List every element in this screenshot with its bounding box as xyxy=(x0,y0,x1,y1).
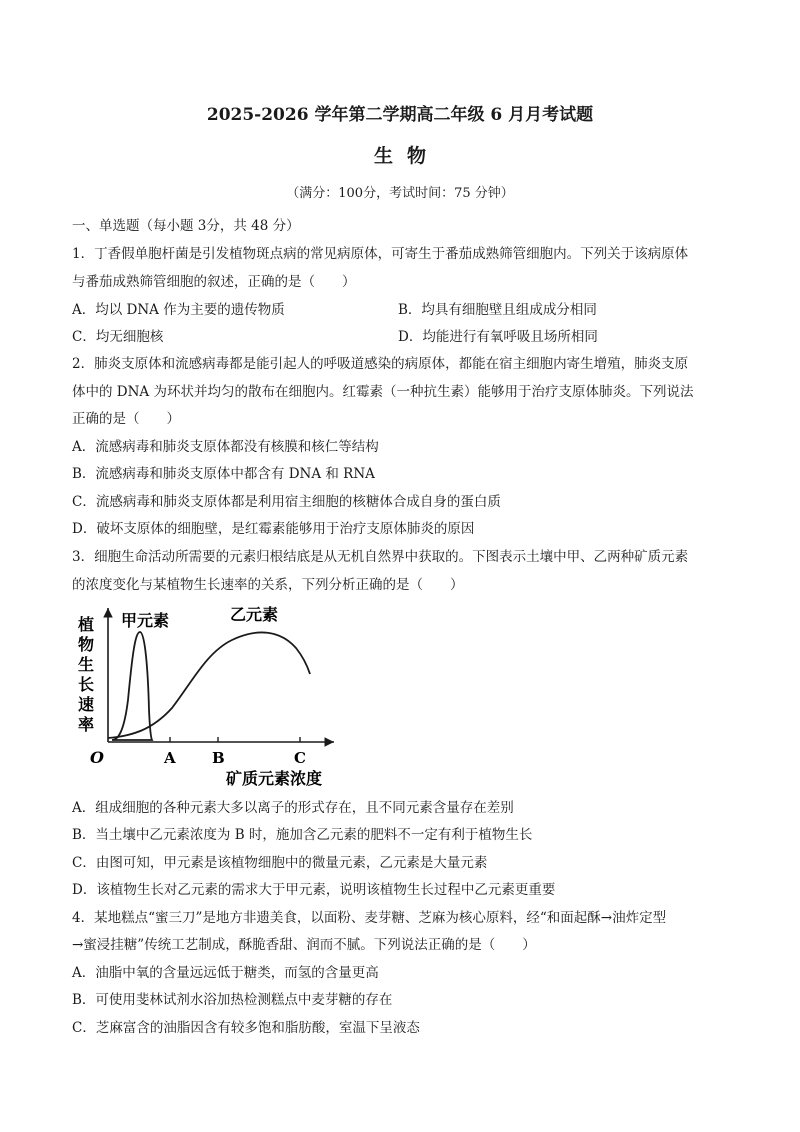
q4-option-a: A．油脂中氧的含量远远低于糖类，而氢的含量更高 xyxy=(72,965,379,981)
mineral-growth-chart xyxy=(72,600,342,790)
q3-option-d: D．该植物生长对乙元素的需求大于甲元素，说明该植物生长过程中乙元素更重要 xyxy=(72,882,556,898)
origin-label: O xyxy=(90,748,104,767)
tick-label-c: C xyxy=(294,749,306,767)
q2-stem-line1: 2．肺炎支原体和流感病毒都是能引起人的呼吸道感染的病原体，都能在宿主细胞内寄生增殖，肺炎支原 xyxy=(72,356,689,372)
q3-stem-line1: 3．细胞生命活动所需要的元素归根结底是从无机自然界中获取的。下图表示土壤中甲、乙两种矿质元素 xyxy=(72,549,689,565)
subject-title: 生物 xyxy=(373,145,440,167)
q1-option-b: B．均具有细胞壁且组成成分相同 xyxy=(398,302,597,318)
q3-option-b: B．当土壤中乙元素浓度为 B 时，施加含乙元素的肥料不一定有利于植物生长 xyxy=(72,827,533,843)
tick-label-b: B xyxy=(212,749,225,767)
series-yi-curve xyxy=(108,632,310,738)
exam-title: 2025-2026 学年第二学期高二年级 6 月月考试题 xyxy=(206,105,594,125)
q4-option-c: C．芝麻富含的油脂因含有较多饱和脂肪酸，室温下呈液态 xyxy=(72,1020,420,1036)
q4-stem-line1: 4．某地糕点“蜜三刀”是地方非遗美食，以面粉、麦芽糖、芝麻为核心原料，经“和面起酥→油炸定型 xyxy=(72,910,667,926)
y-axis-label-char-1: 植 xyxy=(78,615,95,634)
q3-option-a: A．组成细胞的各种元素大多以离子的形式存在，且不同元素含量存在差别 xyxy=(72,800,514,816)
q1-option-c: C．均无细胞核 xyxy=(72,329,164,345)
q1-option-d: D．均能进行有氧呼吸且场所相同 xyxy=(398,329,598,345)
q1-stem-line2: 与番茄成熟筛管细胞的叙述，正确的是（ ） xyxy=(72,274,356,290)
q1-stem-line1: 1．丁香假单胞杆菌是引发植物斑点病的常见病原体，可寄生于番茄成熟筛管细胞内。下列关于该病原体 xyxy=(72,246,689,262)
q2-option-a: A．流感病毒和肺炎支原体都没有核膜和核仁等结构 xyxy=(72,439,379,455)
y-axis-label-char-4: 长 xyxy=(78,675,95,694)
series-label-yi: 乙元素 xyxy=(230,605,279,624)
q2-option-b: B．流感病毒和肺炎支原体中都含有 DNA 和 RNA xyxy=(72,466,375,482)
y-axis-label-char-2: 物 xyxy=(78,635,95,654)
y-axis-label-char-6: 率 xyxy=(78,715,95,734)
q3-stem-line2: 的浓度变化与某植物生长速率的关系，下列分析正确的是（ ） xyxy=(72,577,464,593)
section-heading: 一、单选题（每小题 3分，共 48 分） xyxy=(72,218,300,234)
y-axis-label-char-5: 速 xyxy=(78,695,95,714)
y-axis-label-char-3: 生 xyxy=(78,655,95,674)
tick-label-a: A xyxy=(164,749,176,767)
series-jia-curve xyxy=(112,632,152,740)
q3-option-c: C．由图可知，甲元素是该植物细胞中的微量元素，乙元素是大量元素 xyxy=(72,855,488,871)
q2-option-c: C．流感病毒和肺炎支原体都是利用宿主细胞的核糖体合成自身的蛋白质 xyxy=(72,494,501,510)
q4-stem-line2: →蜜浸挂糖”传统工艺制成，酥脆香甜、润而不腻。下列说法正确的是（ ） xyxy=(72,937,536,953)
q4-option-b: B．可使用斐林试剂水浴加热检测糕点中麦芽糖的存在 xyxy=(72,992,393,1008)
x-axis-label: 矿质元素浓度 xyxy=(226,769,323,788)
q1-option-a: A．均以 DNA 作为主要的遗传物质 xyxy=(72,302,285,318)
q2-stem-line3: 正确的是（ ） xyxy=(72,411,180,427)
q2-stem-line2: 体中的 DNA 为环状并均匀的散布在细胞内。红霉素（一种抗生素）能够用于治疗支原体肺炎。下列说法 xyxy=(72,384,694,400)
series-label-jia: 甲元素 xyxy=(121,611,170,630)
score-info: （满分：100分，考试时间：75 分钟） xyxy=(286,186,514,201)
q2-option-d: D．破坏支原体的细胞壁，是红霉素能够用于治疗支原体肺炎的原因 xyxy=(72,521,475,537)
